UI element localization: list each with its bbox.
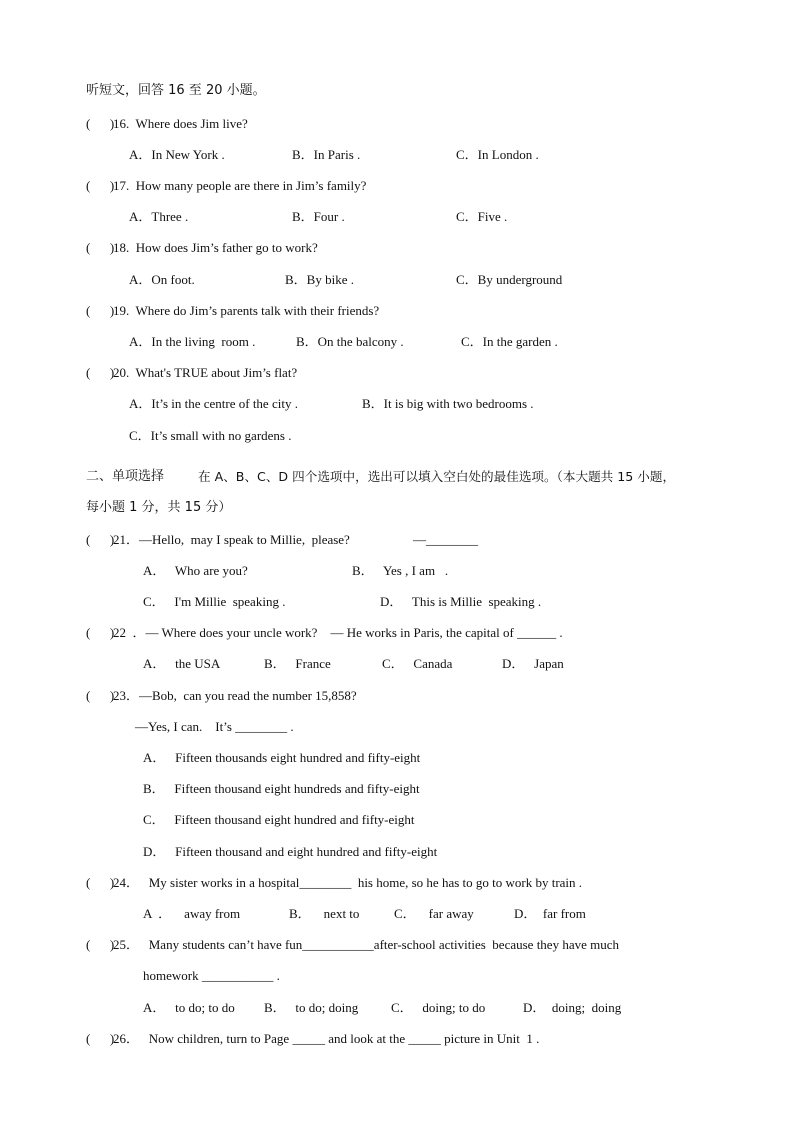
answer-paren[interactable]: ( ) <box>86 688 115 703</box>
option-a[interactable]: A． Who are you? <box>143 563 248 578</box>
option-c[interactable]: C．Five . <box>456 209 508 224</box>
question-stem-cont: homework ___________ . <box>143 968 280 983</box>
option-a[interactable]: A．It’s in the centre of the city . <box>129 396 298 411</box>
question-stem: 23．—Bob, can you read the number 15,858? <box>113 688 357 703</box>
option-c[interactable]: C． Canada <box>382 656 453 671</box>
answer-paren[interactable]: ( ) <box>86 178 115 193</box>
answer-paren[interactable]: ( ) <box>86 365 115 380</box>
answer-blank: —________ <box>413 532 478 547</box>
option-b[interactable]: B．It is big with two bedrooms . <box>362 396 534 411</box>
option-d[interactable]: D． Japan <box>502 656 564 671</box>
option-c[interactable]: C． Fifteen thousand eight hundred and fifty-eight <box>143 812 415 827</box>
question-stem: 25． Many students can’t have fun___________after-school activities because they have much <box>113 937 619 952</box>
option-a[interactable]: A． to do; to do <box>143 1000 235 1015</box>
question-stem: 26． Now children, turn to Page _____ and look at the _____ picture in Unit 1 . <box>113 1031 540 1046</box>
option-b[interactable]: B．By bike . <box>285 272 354 287</box>
answer-paren[interactable]: ( ) <box>86 240 115 255</box>
option-d[interactable]: D． This is Millie speaking . <box>380 594 542 609</box>
option-c[interactable]: C．In the garden . <box>461 334 558 349</box>
option-a[interactable]: A．In New York . <box>129 147 225 162</box>
option-b[interactable]: B． France <box>264 656 331 671</box>
question-stem-cont: —Yes, I can. It’s ________ . <box>135 719 294 734</box>
option-a[interactable]: A．Three . <box>129 209 189 224</box>
question-stem: 16. Where does Jim live? <box>113 116 248 131</box>
option-b[interactable]: B．In Paris . <box>292 147 361 162</box>
answer-paren[interactable]: ( ) <box>86 1031 115 1046</box>
question-stem: 21．—Hello, may I speak to Millie, please? <box>113 532 350 547</box>
option-a[interactable]: A． the USA <box>143 656 221 671</box>
option-a[interactable]: A．On foot. <box>129 272 195 287</box>
option-b[interactable]: B． to do; doing <box>264 1000 359 1015</box>
option-c[interactable]: C． I'm Millie speaking . <box>143 594 286 609</box>
answer-paren[interactable]: ( ) <box>86 875 115 890</box>
option-c[interactable]: C．By underground <box>456 272 563 287</box>
intro-line: 听短文，回答 16 至 20 小题。 <box>86 83 266 98</box>
option-b[interactable]: B． Yes , I am . <box>352 563 449 578</box>
option-d[interactable]: D． far from <box>514 906 586 921</box>
option-a[interactable]: A．In the living room . <box>129 334 256 349</box>
section-title: 二、单项选择 <box>86 469 165 484</box>
option-c[interactable]: C． doing; to do <box>391 1000 486 1015</box>
answer-paren[interactable]: ( ) <box>86 532 115 547</box>
option-d[interactable]: D． doing; doing <box>523 1000 622 1015</box>
question-stem: 22 ．— Where does your uncle work? — He works in Paris, the capital of ______ . <box>113 625 563 640</box>
section-instruction-cont: 每小题 1 分，共 15 分） <box>86 500 232 515</box>
option-b[interactable]: B． next to <box>289 906 360 921</box>
option-b[interactable]: B．On the balcony . <box>296 334 404 349</box>
option-c[interactable]: C．In London . <box>456 147 539 162</box>
answer-paren[interactable]: ( ) <box>86 937 115 952</box>
option-b[interactable]: B． Fifteen thousand eight hundreds and fifty-eight <box>143 781 420 796</box>
question-stem: 19. Where do Jim’s parents talk with their friends? <box>113 303 380 318</box>
question-stem: 18. How does Jim’s father go to work? <box>113 240 318 255</box>
answer-paren[interactable]: ( ) <box>86 116 115 131</box>
option-a[interactable]: A． Fifteen thousands eight hundred and fifty-eight <box>143 750 421 765</box>
option-a[interactable]: A ． away from <box>143 906 241 921</box>
option-c[interactable]: C． far away <box>394 906 474 921</box>
section-instruction: 在 A、B、C、D 四个选项中，选出可以填入空白处的最佳选项。（本大题共 15 小题， <box>198 469 676 484</box>
question-stem: 20. What's TRUE about Jim’s flat? <box>113 365 298 380</box>
answer-paren[interactable]: ( ) <box>86 625 115 640</box>
option-b[interactable]: B．Four . <box>292 209 345 224</box>
option-c[interactable]: C．It’s small with no gardens . <box>129 428 292 443</box>
question-stem: 24． My sister works in a hospital________ his home, so he has to go to work by train . <box>113 875 583 890</box>
question-stem: 17. How many people are there in Jim’s family? <box>113 178 367 193</box>
option-d[interactable]: D． Fifteen thousand and eight hundred and fifty-eight <box>143 844 438 859</box>
answer-paren[interactable]: ( ) <box>86 303 115 318</box>
